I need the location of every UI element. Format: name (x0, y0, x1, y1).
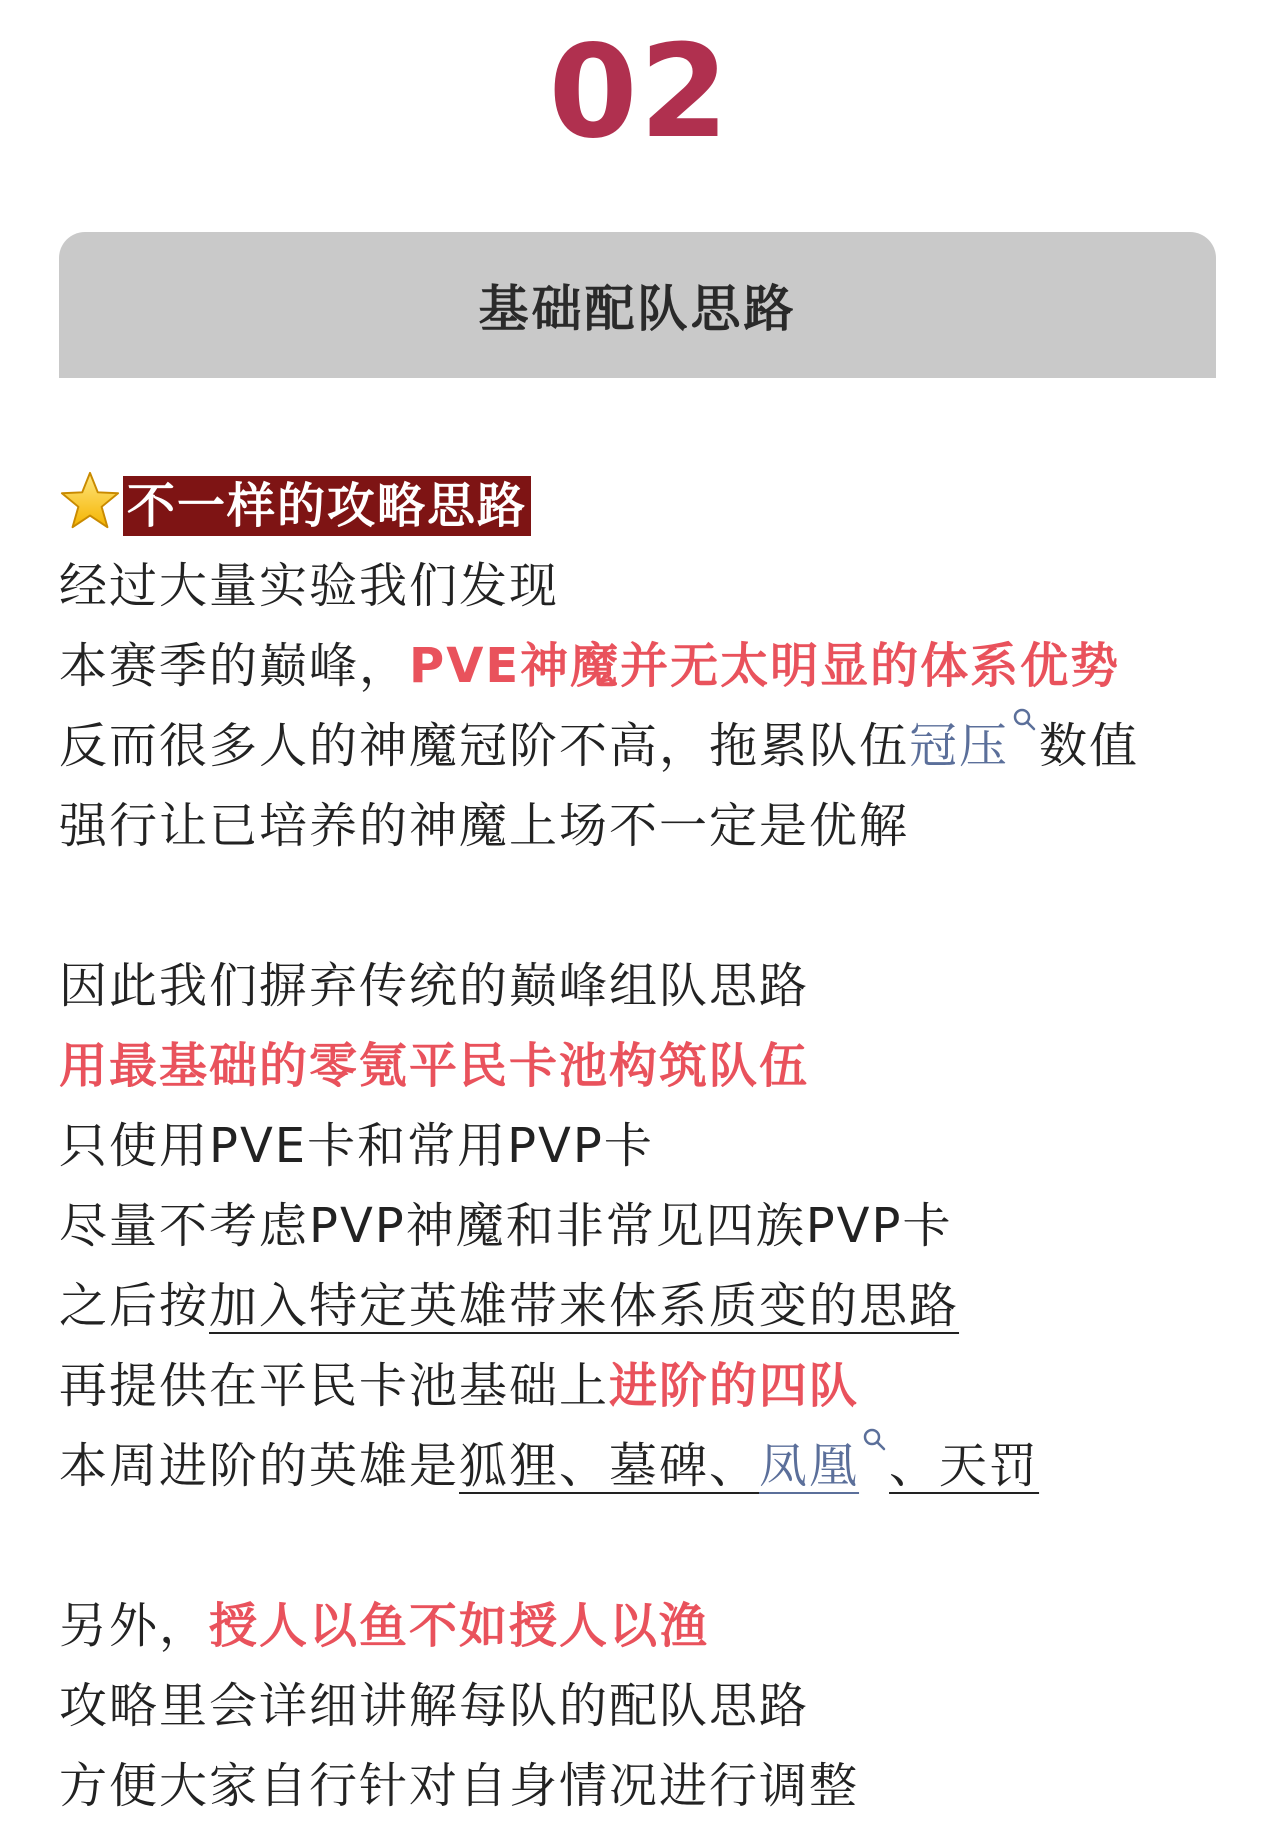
emphasis-text: PVE神魔并无太明显的体系优势 (409, 638, 1121, 694)
text-segment: 之后按 (59, 1278, 210, 1334)
underlined-text: 、天罚 (889, 1438, 1040, 1494)
text-segment: 本周进阶的英雄是 (59, 1438, 460, 1494)
subheading-line (59, 466, 1249, 546)
text-line: 因此我们摒弃传统的巅峰组队思路 (59, 958, 810, 1014)
text-segment: 另外， (59, 1598, 210, 1654)
paragraph-gap (59, 866, 1249, 946)
text-line (59, 1266, 1249, 1346)
section-title: 基础配队思路 (478, 280, 797, 338)
emphasis-text: 授人以鱼不如授人以渔 (209, 1598, 710, 1654)
text-line: 尽量不考虑PVP神魔和非常见四族PVP卡 (59, 1198, 953, 1254)
underlined-text: 加入特定英雄带来体系质变的思路 (209, 1278, 960, 1334)
text-line: 方便大家自行针对自身情况进行调整 (59, 1758, 860, 1814)
underlined-text: 狐狸、墓碑、 (459, 1438, 760, 1494)
text-segment: 反而很多人的神魔冠阶不高，拖累队伍 (59, 718, 910, 774)
section-header (59, 232, 1216, 378)
text-segment: 本赛季的巅峰， (59, 638, 410, 694)
text-line (59, 706, 1249, 786)
paragraph-gap (59, 1506, 1249, 1586)
text-segment: 数值 (1039, 718, 1140, 774)
text-line (59, 1426, 1249, 1506)
text-line (59, 626, 1249, 706)
section-number: 02 (548, 18, 731, 167)
text-line: 经过大量实验我们发现 (59, 558, 560, 614)
text-line: 强行让已培养的神魔上场不一定是优解 (59, 798, 910, 854)
search-link-guanya[interactable]: 冠压 (909, 718, 1010, 774)
text-line: 攻略里会详细讲解每队的配队思路 (59, 1678, 810, 1734)
article-body (59, 466, 1249, 1826)
emphasis-line: 用最基础的零氪平民卡池构筑队伍 (59, 1038, 810, 1094)
star-icon (59, 470, 121, 532)
subheading-highlight: 不一样的攻略思路 (123, 476, 531, 536)
text-line: 只使用PVE卡和常用PVP卡 (59, 1118, 654, 1174)
text-line (59, 1586, 1249, 1666)
text-segment: 再提供在平民卡池基础上 (59, 1358, 610, 1414)
search-icon[interactable] (861, 1426, 887, 1452)
text-line (59, 1346, 1249, 1426)
emphasis-text: 进阶的四队 (609, 1358, 860, 1414)
search-icon[interactable] (1011, 706, 1037, 732)
search-link-fenghuang[interactable]: 凤凰 (759, 1438, 860, 1494)
